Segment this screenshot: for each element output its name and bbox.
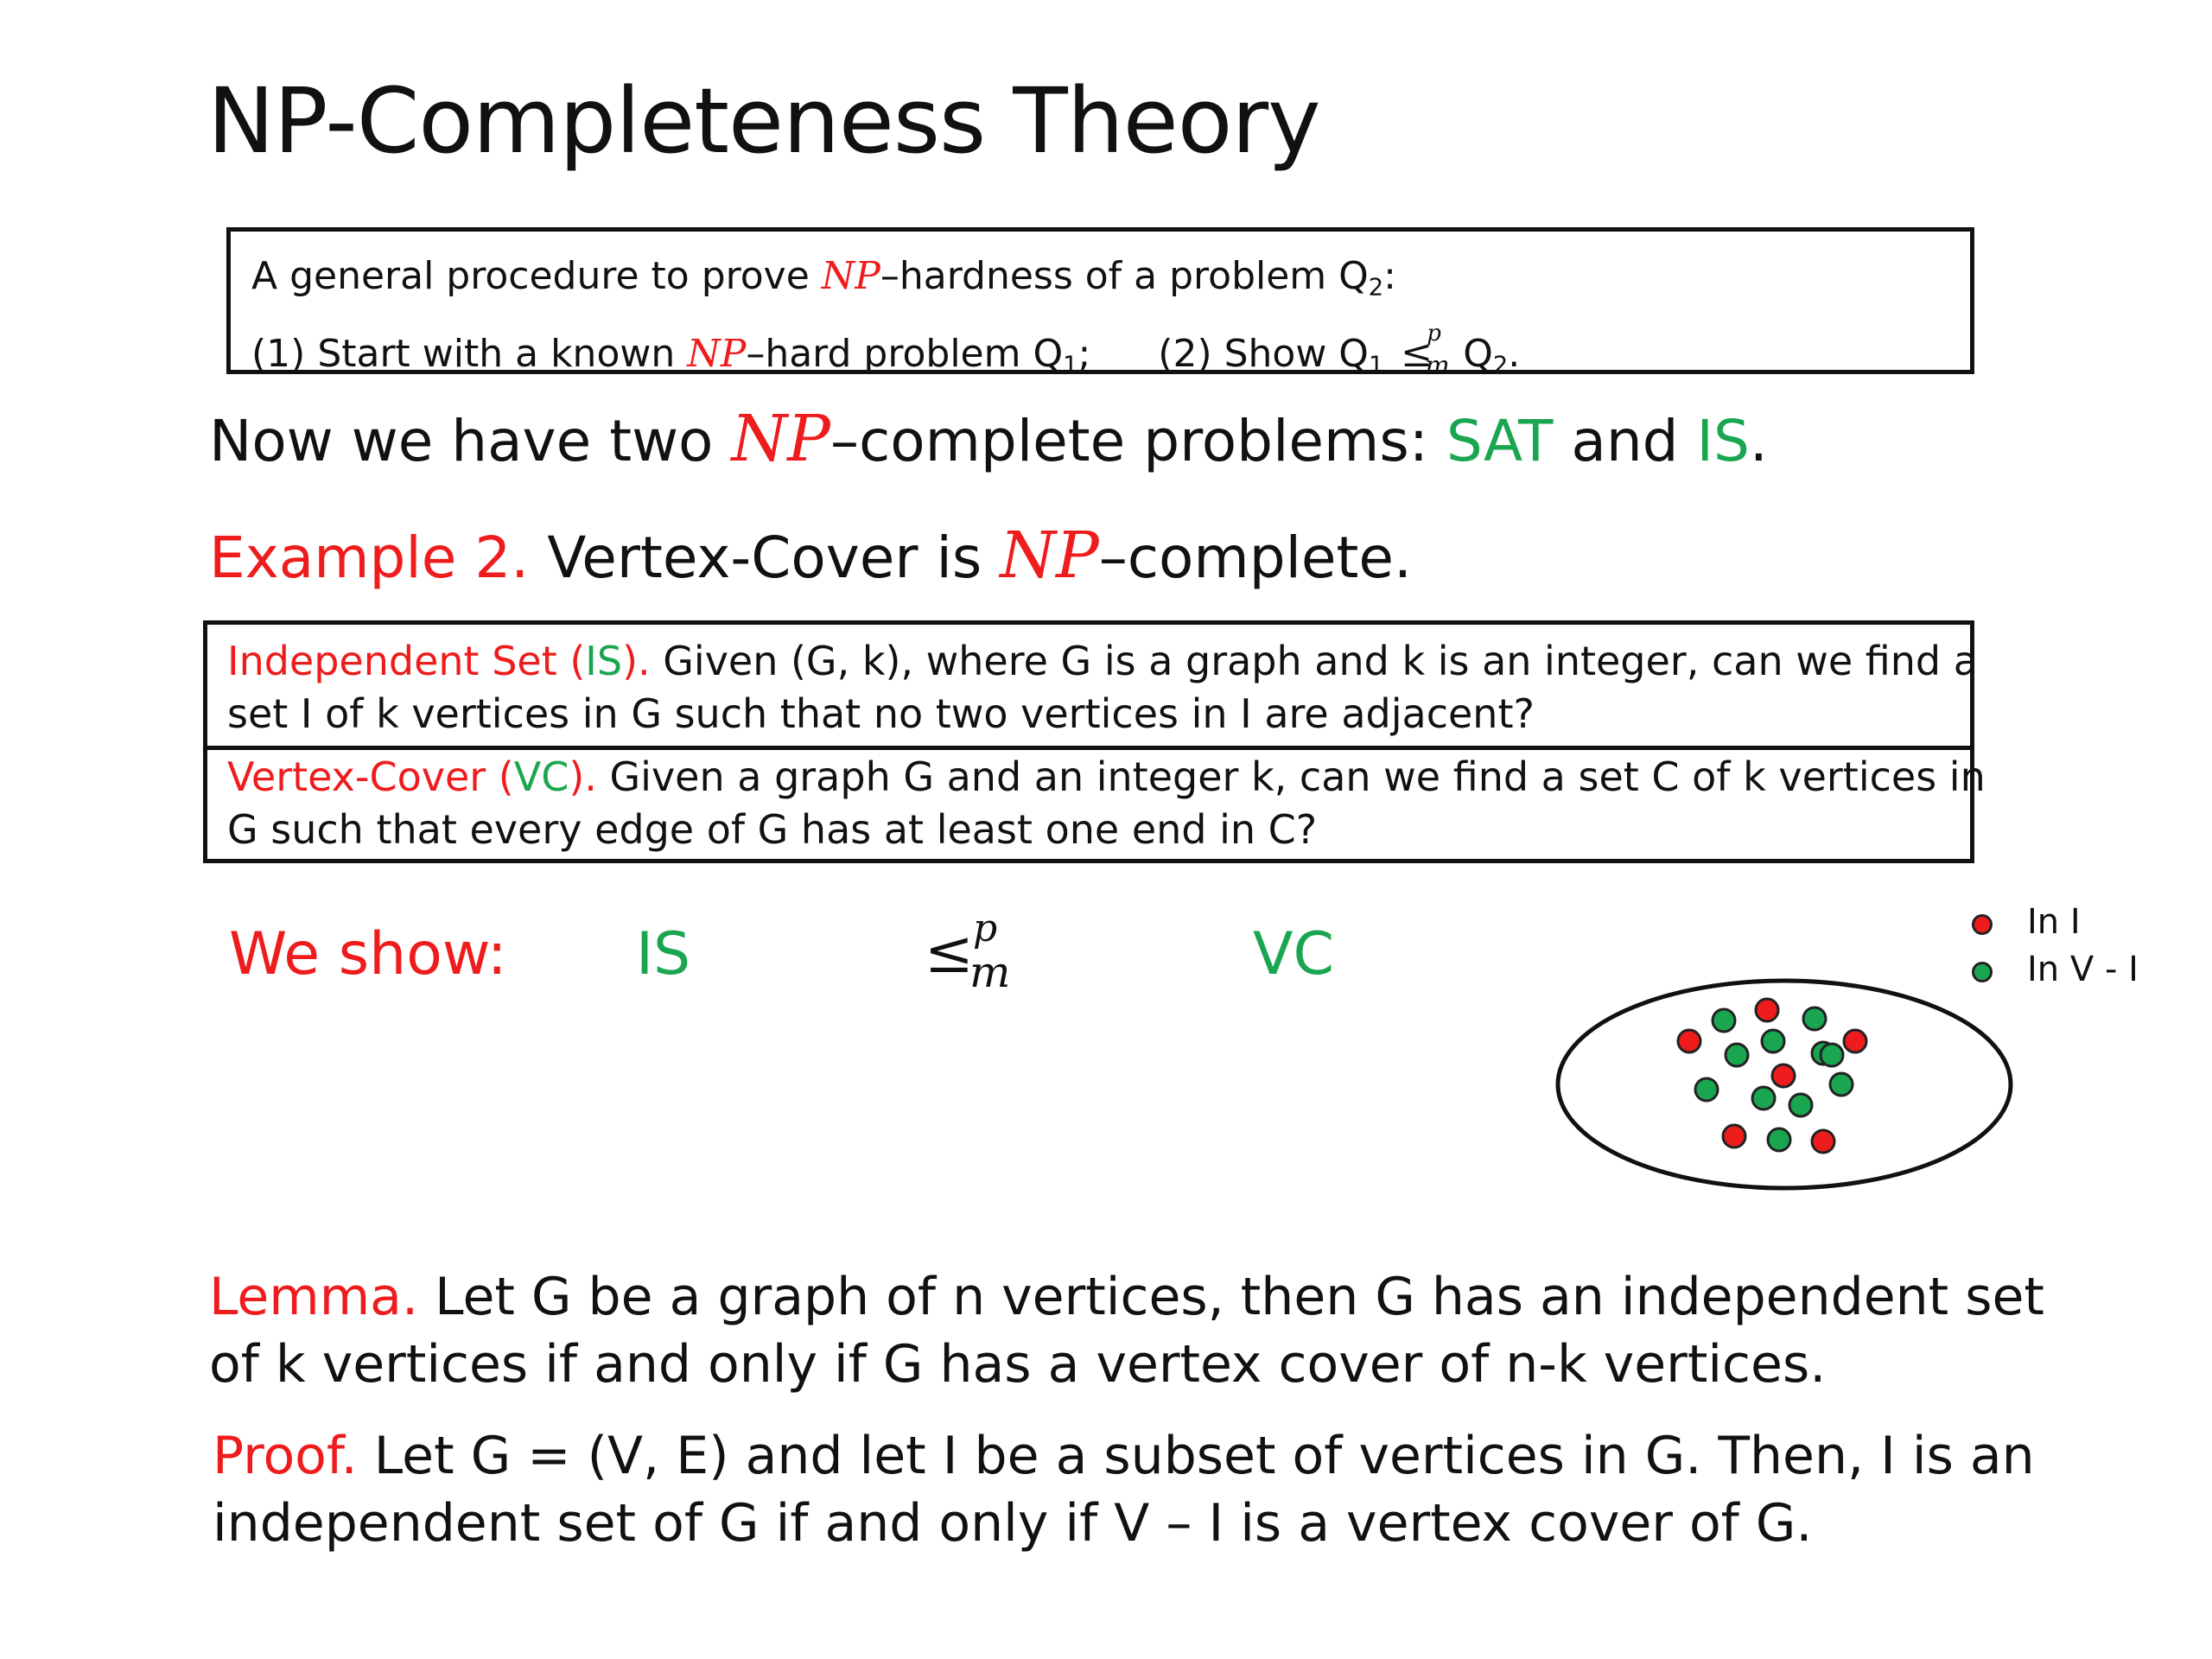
lemma-label: Lemma. [209, 1267, 419, 1327]
vertex-in-v-minus-i [1726, 1044, 1748, 1066]
text: and [1553, 408, 1697, 474]
red-dot-icon [1972, 914, 1993, 935]
np-symbol: NP [731, 402, 830, 476]
vertex-in-i [1844, 1030, 1866, 1052]
text: Now we have two [209, 408, 732, 474]
procedure-text: –hard problem Q [746, 331, 1064, 376]
proof-line-2: independent set of G if and only if V – I is a vertex cover of G. [213, 1493, 1813, 1554]
procedure-text: . [1508, 331, 1521, 376]
subscript: 2 [1368, 274, 1384, 302]
definition-text: set I of k vertices in G such that no two vertices in I are adjacent? [227, 690, 1535, 737]
graph-vertex-diagram [1551, 972, 2018, 1197]
proof-line-1 [213, 1422, 2035, 1490]
subscript: 1 [1063, 352, 1078, 379]
reduction-superscript: p [1427, 320, 1441, 346]
definition-name: Independent Set ( [227, 638, 586, 684]
reduction-subscript: m [969, 947, 1011, 997]
vertex-in-i [1756, 999, 1778, 1021]
np-complete-problems-line [209, 399, 1768, 481]
np-symbol: NP [687, 331, 747, 376]
sat-term: SAT [1446, 408, 1554, 474]
subscript: 2 [1492, 352, 1509, 379]
text: –complete problems: [830, 408, 1446, 474]
reduction-symbol [1401, 321, 1451, 387]
procedure-text: (2) Show Q [1158, 331, 1369, 376]
procedure-text: : [1383, 254, 1396, 298]
definition-name: Vertex-Cover ( [227, 753, 514, 800]
we-show-label: We show: [229, 920, 507, 988]
procedure-line-2 [251, 321, 1970, 399]
lemma-line-1 [209, 1263, 2044, 1331]
reduction-subscript: m [1425, 350, 1450, 381]
vertex-in-v-minus-i [1803, 1007, 1826, 1030]
leq-symbol: ≤ [925, 918, 974, 987]
legend-label: In I [2027, 902, 2081, 942]
lemma-text: Let G be a graph of n vertices, then G has an independent set [418, 1267, 2044, 1327]
vertex-in-v-minus-i [1830, 1073, 1853, 1096]
np-symbol: NP [821, 254, 880, 298]
vertex-in-v-minus-i [1768, 1128, 1790, 1151]
procedure-text: –hardness of a problem Q [880, 254, 1369, 298]
definition-name: ). [569, 753, 597, 800]
text: –complete. [1098, 524, 1412, 591]
definition-text: G such that every edge of G has at least one end in C? [227, 806, 1318, 853]
procedure-text: ; [1077, 331, 1091, 376]
graph-vertices [1678, 999, 1866, 1153]
text: . [1749, 408, 1768, 474]
reduction-right-term: VC [1253, 920, 1334, 988]
np-symbol: NP [1000, 518, 1099, 593]
legend-label: In V - I [2027, 950, 2139, 989]
procedure-line-1 [251, 244, 1970, 321]
vertex-in-i [1772, 1065, 1795, 1087]
vertex-in-v-minus-i [1695, 1078, 1718, 1101]
procedure-text: Q [1451, 331, 1493, 376]
procedure-box [226, 227, 1974, 381]
slide-title: NP-Completeness Theory [207, 68, 1320, 174]
vertex-in-v-minus-i [1789, 1094, 1812, 1116]
procedure-text: A general procedure to prove [251, 254, 822, 298]
proof-text: Let G = (V, E) and let I be a subset of vertices in G. Then, I is an [357, 1426, 2035, 1486]
definition-abbr: IS [585, 638, 623, 684]
vertex-cover-definition [207, 751, 1986, 856]
reduction-left-term: IS [636, 920, 691, 988]
lemma-line-2: of k vertices if and only if G has a vertex cover of n-k vertices. [209, 1334, 1827, 1395]
definition-abbr: VC [513, 753, 569, 800]
vertex-in-i [1812, 1130, 1834, 1153]
definition-name: ). [622, 638, 651, 684]
reduction-superscript: p [973, 906, 998, 950]
vertex-in-i [1678, 1030, 1700, 1052]
proof [213, 1422, 2035, 1557]
vertex-in-i [1723, 1125, 1745, 1147]
subscript: 1 [1368, 352, 1384, 379]
example-label: Example 2. [209, 524, 530, 591]
is-term: IS [1696, 408, 1750, 474]
definitions-box [203, 620, 1986, 863]
definition-text: Given a graph G and an integer k, can we find a set C of k vertices in [596, 753, 1986, 800]
vertex-in-v-minus-i [1821, 1044, 1843, 1066]
text: Vertex-Cover is [529, 524, 1001, 591]
procedure-text: (1) Start with a known [251, 331, 688, 376]
vertex-in-v-minus-i [1713, 1009, 1735, 1032]
definition-text: Given (G, k), where G is a graph and k is an integer, can we find a [650, 638, 1978, 684]
example-heading [209, 516, 1412, 598]
proof-label: Proof. [213, 1426, 358, 1486]
reduction-symbol [925, 906, 1020, 997]
lemma [209, 1263, 2044, 1398]
independent-set-definition [207, 635, 1978, 750]
vertex-in-v-minus-i [1762, 1030, 1784, 1052]
leq-symbol: ≤ [1401, 331, 1433, 376]
vertex-in-v-minus-i [1752, 1087, 1775, 1109]
